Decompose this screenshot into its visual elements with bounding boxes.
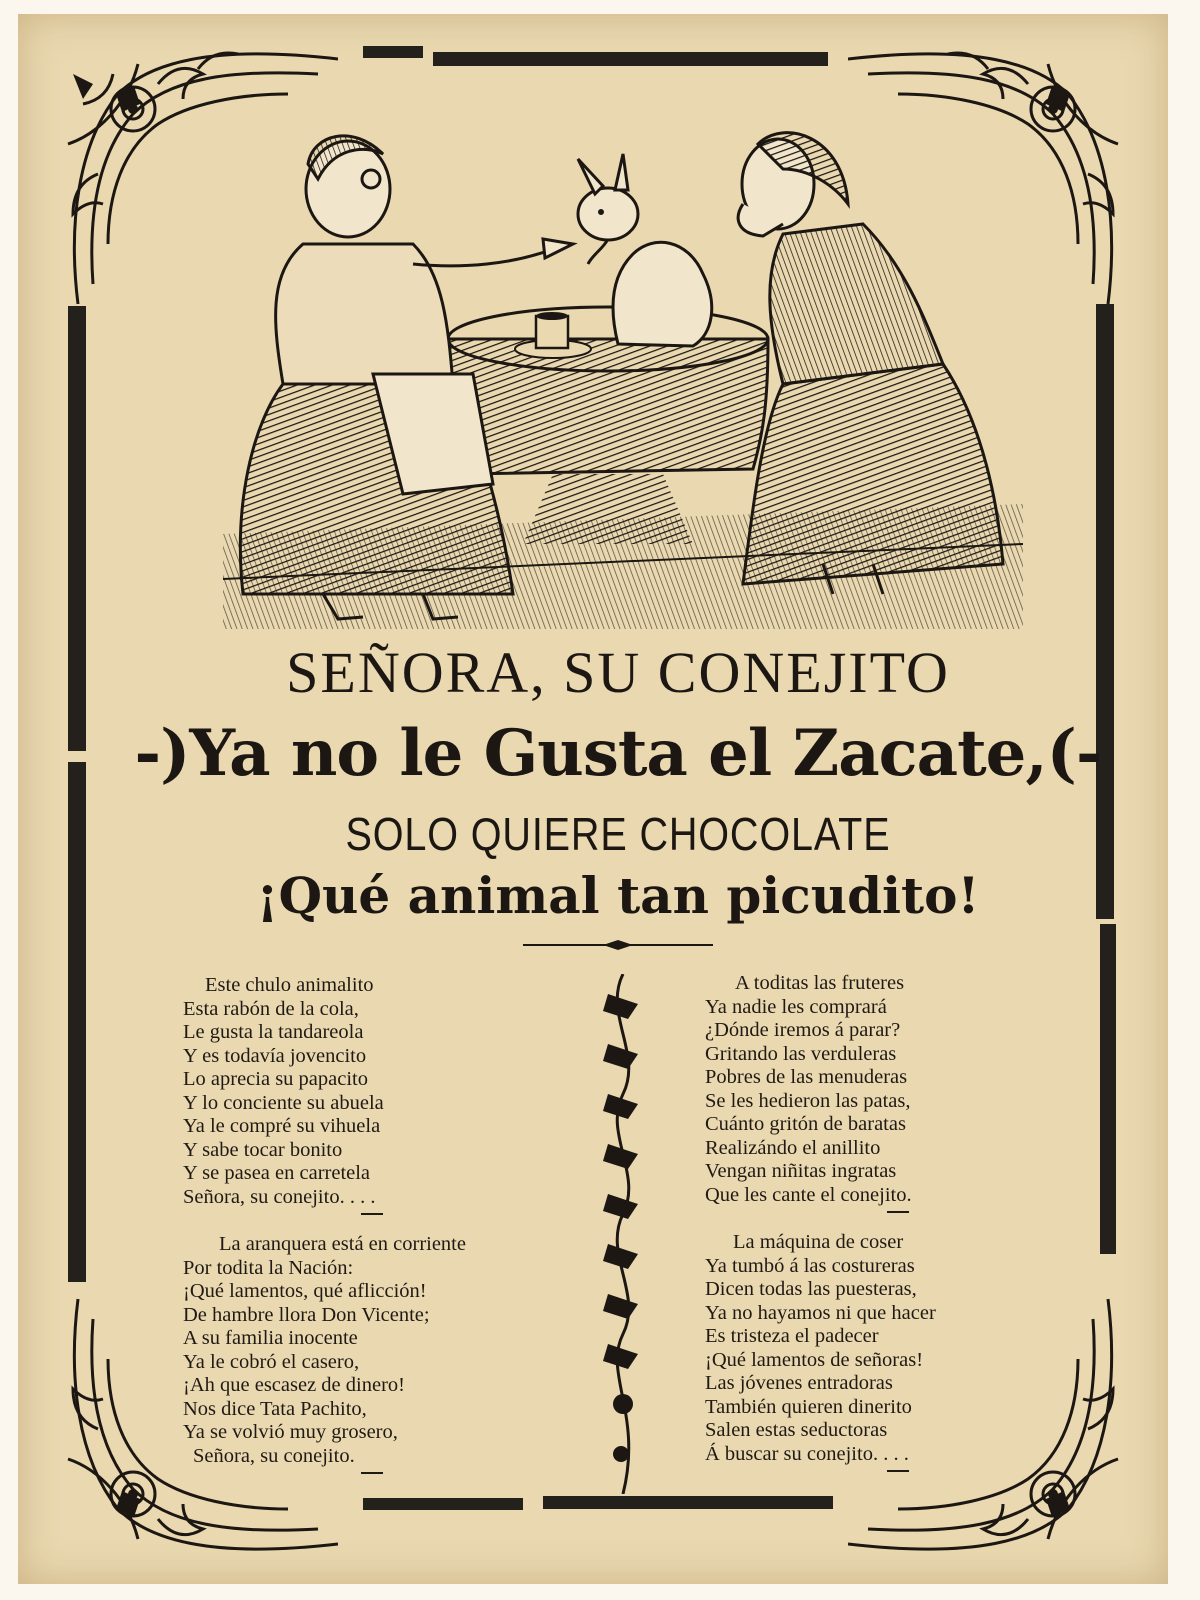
poem-line: Y sabe tocar bonito: [183, 1138, 343, 1161]
left-border-bar-lower: [68, 762, 86, 1282]
bottom-border-bar: [543, 1496, 833, 1509]
right-border-bar-lower: [1100, 924, 1116, 1254]
stanza-divider: [183, 1213, 573, 1225]
poem-line: ¡Qué lamentos, qué aflicción!: [183, 1280, 427, 1302]
poem-line: A toditas las fruteres: [735, 972, 905, 994]
poem-line: Y es todavía jovencito: [183, 1044, 367, 1067]
title-line-1: SEÑORA, SU CONEJITO: [286, 640, 950, 705]
poem-line: Gritando las verduleras: [705, 1042, 897, 1065]
poem-line: ¡Ah que escasez de dinero!: [183, 1374, 405, 1396]
poem-line: ¿Dónde iremos á parar?: [705, 1019, 901, 1041]
poem-line: Á buscar su conejito. . . .: [705, 1442, 909, 1465]
poem-line: De hambre llora Don Vicente;: [183, 1303, 430, 1326]
poem-line: Lo aprecia su papacito: [183, 1068, 368, 1090]
poem-left-column: [183, 974, 573, 1492]
poem-line: Las jóvenes entradoras: [705, 1372, 893, 1394]
rabbit-illustration: [223, 124, 1023, 629]
poem-line: Cuánto gritón de baratas: [705, 1113, 906, 1135]
divider-rule: [523, 939, 713, 951]
poem-line: Ya nadie les comprará: [705, 995, 887, 1018]
poem-line: A su familia inocente: [183, 1327, 358, 1349]
poem-line: Y lo conciente su abuela: [183, 1091, 384, 1114]
title-line-3: SOLO QUIERE CHOCOLATE: [345, 808, 891, 860]
poem-line: Es tristeza el padecer: [705, 1325, 879, 1347]
poem-line: Ya se volvió muy grosero,: [183, 1421, 398, 1443]
poem-line: Esta rabón de la cola,: [183, 997, 359, 1020]
poem-line: Ya le compré su vihuela: [183, 1115, 381, 1137]
poem-line: Dicen todas las puesteras,: [705, 1278, 917, 1300]
stanza-divider: [705, 1470, 1035, 1482]
poem-line: Nos dice Tata Pachito,: [183, 1397, 367, 1420]
poem-line: Pobres de las menuderas: [705, 1066, 908, 1088]
poem-line: Ya tumbó á las costureras: [705, 1254, 915, 1277]
poem-line: Este chulo animalito: [205, 974, 374, 996]
poem-line: Señora, su conejito. . . .: [183, 1185, 376, 1208]
poem-line: Salen estas seductoras: [705, 1419, 888, 1441]
top-border-bar-left: [363, 46, 423, 58]
poem-line: La aranquera está en corriente: [219, 1233, 466, 1255]
poem-line: Por todita la Nación:: [183, 1256, 354, 1279]
broadside-sheet: [18, 14, 1168, 1584]
vine-ornament-icon: [593, 974, 653, 1494]
poem-line: Le gusta la tandareola: [183, 1021, 364, 1043]
stanza-divider: [183, 1472, 573, 1484]
stanza-divider: [705, 1211, 1035, 1223]
top-border-bar: [433, 52, 828, 66]
poem-line: ¡Qué lamentos de señoras!: [705, 1348, 924, 1371]
poem-line: Realizándo el anillito: [705, 1136, 881, 1159]
poem-right-column: [705, 972, 1035, 1490]
poem-line: Vengan niñitas ingratas: [705, 1160, 897, 1182]
poem-line: Ya le cobró el casero,: [183, 1350, 360, 1373]
poem-line: Que les cante el conejito.: [705, 1183, 912, 1206]
poem-line: Se les hedieron las patas,: [705, 1089, 911, 1112]
poem-line: Ya no hayamos ni que hacer: [705, 1301, 936, 1324]
right-border-bar-upper: [1096, 304, 1114, 919]
left-border-bar-upper: [68, 306, 86, 751]
bottom-border-bar-left: [363, 1498, 523, 1510]
poem-line: Y se pasea en carretela: [183, 1162, 371, 1184]
title-line-4: ¡Qué animal tan picudito!: [256, 866, 980, 925]
title-line-2: -)Ya no le Gusta el Zacate,(-: [134, 716, 1102, 791]
poem-line: Señora, su conejito.: [193, 1444, 355, 1467]
poem-line: También quieren dinerito: [705, 1395, 912, 1418]
poem-line: La máquina de coser: [733, 1231, 904, 1253]
